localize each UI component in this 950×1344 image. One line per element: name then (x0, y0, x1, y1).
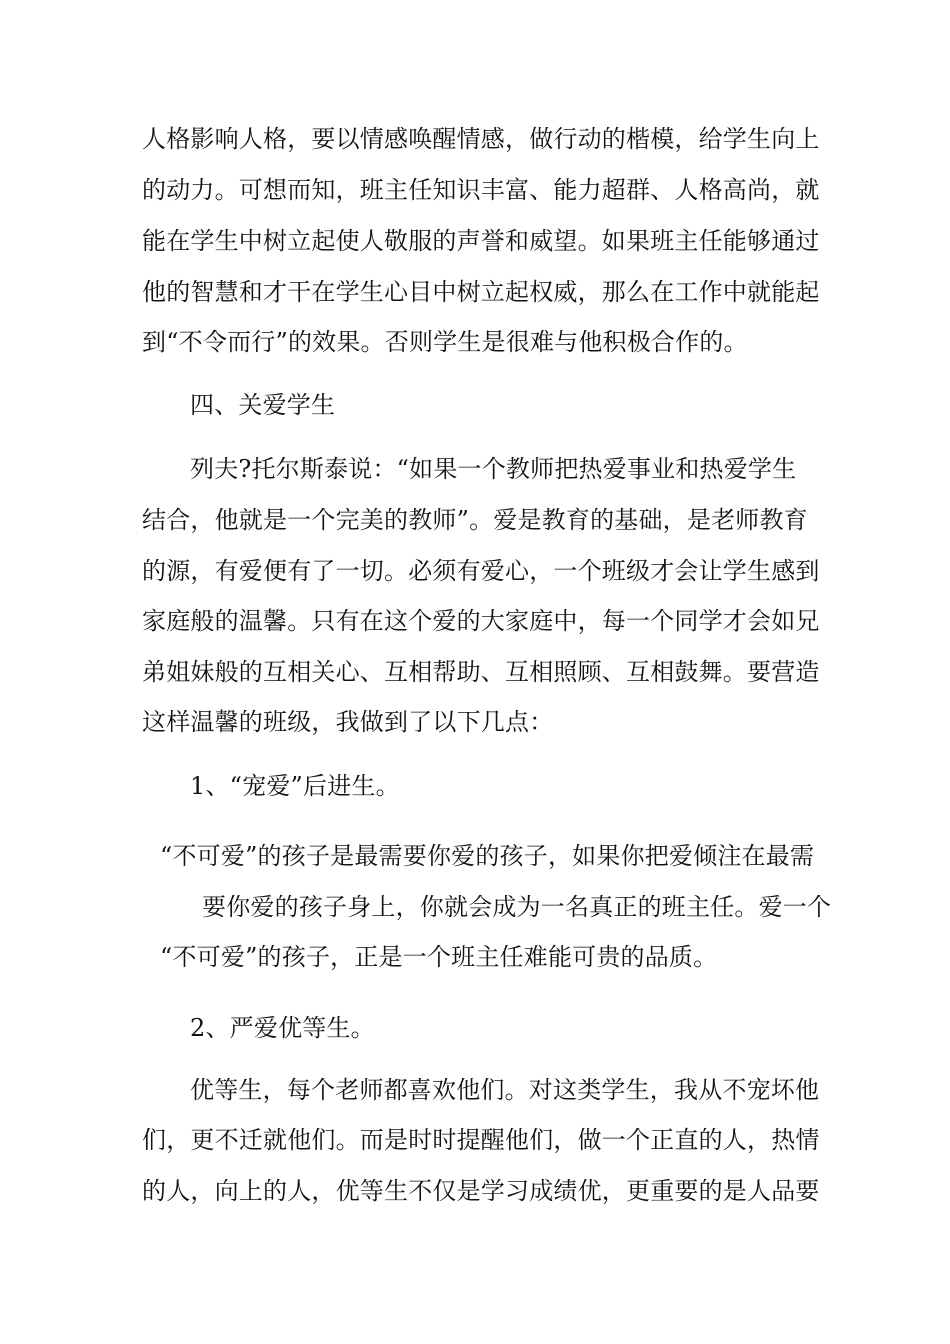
body-text-line: 结合，他就是一个完美的教师”。爱是教育的基础，是老师教育 (142, 506, 808, 534)
subheading: 2、严爱优等生。 (190, 1014, 375, 1042)
body-text-line: “不可爱”的孩子是最需要你爱的孩子，如果你把爱倾注在最需 (160, 842, 815, 870)
body-text-line: 们，更不迁就他们。而是时时提醒他们，做一个正直的人，热情 (142, 1126, 820, 1154)
body-text-line: 家庭般的温馨。只有在这个爱的大家庭中，每一个同学才会如兄 (142, 607, 820, 635)
body-text-line: 弟姐妹般的互相关心、互相帮助、互相照顾、互相鼓舞。要营造 (142, 658, 820, 686)
body-text-line: “不可爱”的孩子，正是一个班主任难能可贵的品质。 (160, 943, 718, 971)
body-text-line: 的人，向上的人，优等生不仅是学习成绩优，更重要的是人品要 (142, 1177, 820, 1205)
body-text-line: 这样温馨的班级，我做到了以下几点： (142, 708, 554, 736)
body-text-line: 他的智慧和才干在学生心目中树立起权威，那么在工作中就能起 (142, 278, 820, 306)
body-text-line: 能在学生中树立起使人敬服的声誉和威望。如果班主任能够通过 (142, 227, 820, 255)
body-text-line: 的动力。可想而知，班主任知识丰富、能力超群、人格高尚，就 (142, 176, 820, 204)
section-heading: 四、关爱学生 (190, 391, 336, 419)
body-text-line: 人格影响人格，要以情感唤醒情感，做行动的楷模，给学生向上 (142, 125, 820, 153)
body-text-line: 的源，有爱便有了一切。必须有爱心，一个班级才会让学生感到 (142, 557, 820, 585)
body-text-line: 要你爱的孩子身上，你就会成为一名真正的班主任。爱一个 (202, 893, 832, 921)
body-text-line: 优等生，每个老师都喜欢他们。对这类学生，我从不宠坏他 (190, 1076, 820, 1104)
body-text-line: 列夫?托尔斯泰说：“如果一个教师把热爱事业和热爱学生 (190, 455, 797, 483)
subheading: 1、“宠爱”后进生。 (190, 772, 400, 800)
body-text-line: 到“不令而行”的效果。否则学生是很难与他积极合作的。 (142, 328, 748, 356)
